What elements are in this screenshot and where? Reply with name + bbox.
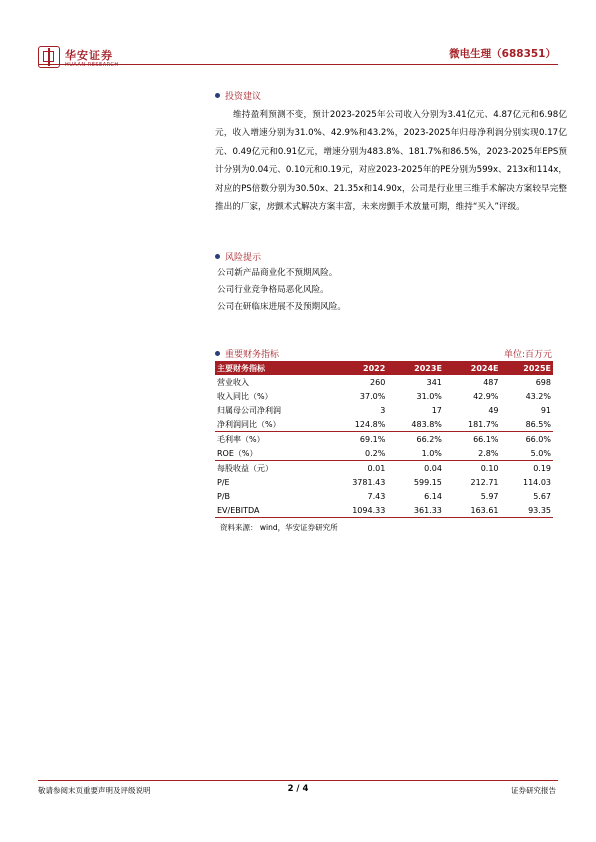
- column-header: 2022: [327, 361, 388, 375]
- row-label: 每股收益（元）: [215, 461, 327, 476]
- table-row: [215, 389, 553, 403]
- table-cell: 124.8%: [354, 419, 386, 429]
- financials-heading: [215, 347, 279, 360]
- table-cell: 5.0%: [530, 448, 551, 458]
- table-cell: 43.2%: [525, 391, 551, 401]
- table-row: [215, 503, 553, 518]
- table-cell: 114.03: [523, 477, 551, 487]
- report-title: 微电生理（688351）: [449, 48, 556, 60]
- table-row: [215, 461, 553, 476]
- table-cell: 37.0%: [359, 391, 386, 401]
- risk-item: 公司行业竞争格局恶化风险。: [217, 285, 329, 295]
- table-row: [215, 375, 553, 389]
- table-cell: 66.0%: [501, 432, 554, 447]
- table-cell: 69.1%: [327, 432, 388, 447]
- section-bullet-icon: [215, 351, 220, 356]
- table-cell: 341: [426, 377, 442, 387]
- table-cell: 0.04: [387, 461, 444, 476]
- table-row: [215, 403, 553, 417]
- page-number: 2 / 4: [287, 784, 309, 794]
- column-header: 2024E: [444, 361, 501, 375]
- table-row: [215, 432, 553, 447]
- column-header: 2023E: [387, 361, 444, 375]
- table-cell: 17: [431, 405, 442, 415]
- risk-heading: [215, 250, 261, 263]
- table-cell: 2.8%: [478, 448, 499, 458]
- table-cell: 93.35: [501, 503, 554, 518]
- table-cell: 3: [380, 405, 386, 415]
- row-label: 毛利率（%）: [215, 432, 327, 447]
- table-cell: 0.01: [327, 461, 388, 476]
- table-cell: 31.0%: [416, 391, 442, 401]
- table-cell: 181.7%: [467, 419, 499, 429]
- table-row: [215, 489, 553, 503]
- risk-heading-text: 风险提示: [225, 253, 262, 263]
- table-cell: 1.0%: [421, 448, 442, 458]
- logo-english-name: HUAAN RESEARCH: [65, 62, 119, 68]
- table-cell: 0.10: [444, 461, 501, 476]
- table-cell: 7.43: [367, 491, 386, 501]
- table-cell: 42.9%: [473, 391, 499, 401]
- table-cell: 599.15: [413, 477, 442, 487]
- data-source-note: 资料来源： wind，华安证券研究所: [220, 523, 338, 532]
- row-label: ROE（%）: [217, 448, 258, 458]
- table-cell: 260: [370, 377, 386, 387]
- section-bullet-icon: [215, 93, 220, 98]
- row-label: EV/EBITDA: [215, 503, 327, 518]
- table-row: [215, 475, 553, 489]
- section-bullet-icon: [215, 254, 220, 259]
- investment-paragraph: 维持盈利预测不变，预计2023-2025年公司收入分别为3.41亿元、4.87亿元和6.98亿元，收入增速分别为31.0%、42.9%和43.2%，2023-2025年归母净利润分别实现0.17亿元、0.49亿元和0.91亿元，增速分别为483.8%、181.7%和86.5%，2023-2025年EPS预计分别为0.04元、0.10元和0.19元，对应2023-2025年的PE分别为599x、213x和114x，对应的PS倍数分别为30.50x、21.35x和14.90x，公司是行业里三维手术解决方案较早完整推出的厂家，房颤术式解决方案丰富，未来房颤手术放量可期，维持“买入”评级。: [215, 110, 567, 213]
- row-label: P/B: [217, 491, 231, 501]
- table-cell: 0.19: [501, 461, 554, 476]
- financials-unit: 单位:百万元: [503, 350, 552, 360]
- table-cell: 487: [483, 377, 499, 387]
- table-cell: 5.97: [480, 491, 499, 501]
- table-cell: 6.14: [424, 491, 442, 501]
- table-cell: 698: [535, 377, 551, 387]
- risk-item: 公司新产品商业化不预期风险。: [217, 268, 338, 278]
- table-cell: 212.71: [470, 477, 499, 487]
- table-cell: 361.33: [387, 503, 444, 518]
- risk-item: 公司在研临床进展不及预期风险。: [217, 302, 346, 312]
- table-cell: 1094.33: [327, 503, 388, 518]
- investment-heading: [215, 89, 261, 102]
- table-header-row: [215, 361, 553, 375]
- table-cell: 86.5%: [525, 419, 551, 429]
- table-row: [215, 446, 553, 461]
- table-cell: 49: [488, 405, 499, 415]
- investment-heading-text: 投资建议: [225, 92, 262, 102]
- company-logo: [38, 46, 138, 74]
- footer-report-type: 证券研究报告: [511, 786, 556, 795]
- table-cell: 66.1%: [444, 432, 501, 447]
- table-cell: 91: [540, 405, 551, 415]
- financials-heading-text: 重要财务指标: [225, 350, 280, 360]
- row-label: 营业收入: [217, 377, 249, 387]
- column-header: 主要财务指标: [215, 361, 327, 375]
- footer-disclaimer: 敬请参阅末页重要声明及评级说明: [38, 786, 151, 795]
- table-row: [215, 417, 553, 432]
- table-cell: 163.61: [444, 503, 501, 518]
- logo-chinese-name: 华安证券: [65, 49, 113, 62]
- row-label: P/E: [217, 477, 230, 487]
- row-label: 净利润同比（%）: [217, 419, 281, 429]
- table-cell: 0.2%: [364, 448, 386, 458]
- header-divider: [38, 64, 558, 65]
- financials-table: [215, 361, 553, 518]
- footer-divider: [38, 780, 558, 781]
- row-label: 归属母公司净利润: [217, 405, 281, 415]
- column-header: 2025E: [501, 361, 554, 375]
- table-cell: 66.2%: [387, 432, 444, 447]
- table-cell: 5.67: [533, 491, 551, 501]
- table-cell: 3781.43: [352, 477, 386, 487]
- row-label: 收入同比（%）: [217, 391, 273, 401]
- table-cell: 483.8%: [411, 419, 442, 429]
